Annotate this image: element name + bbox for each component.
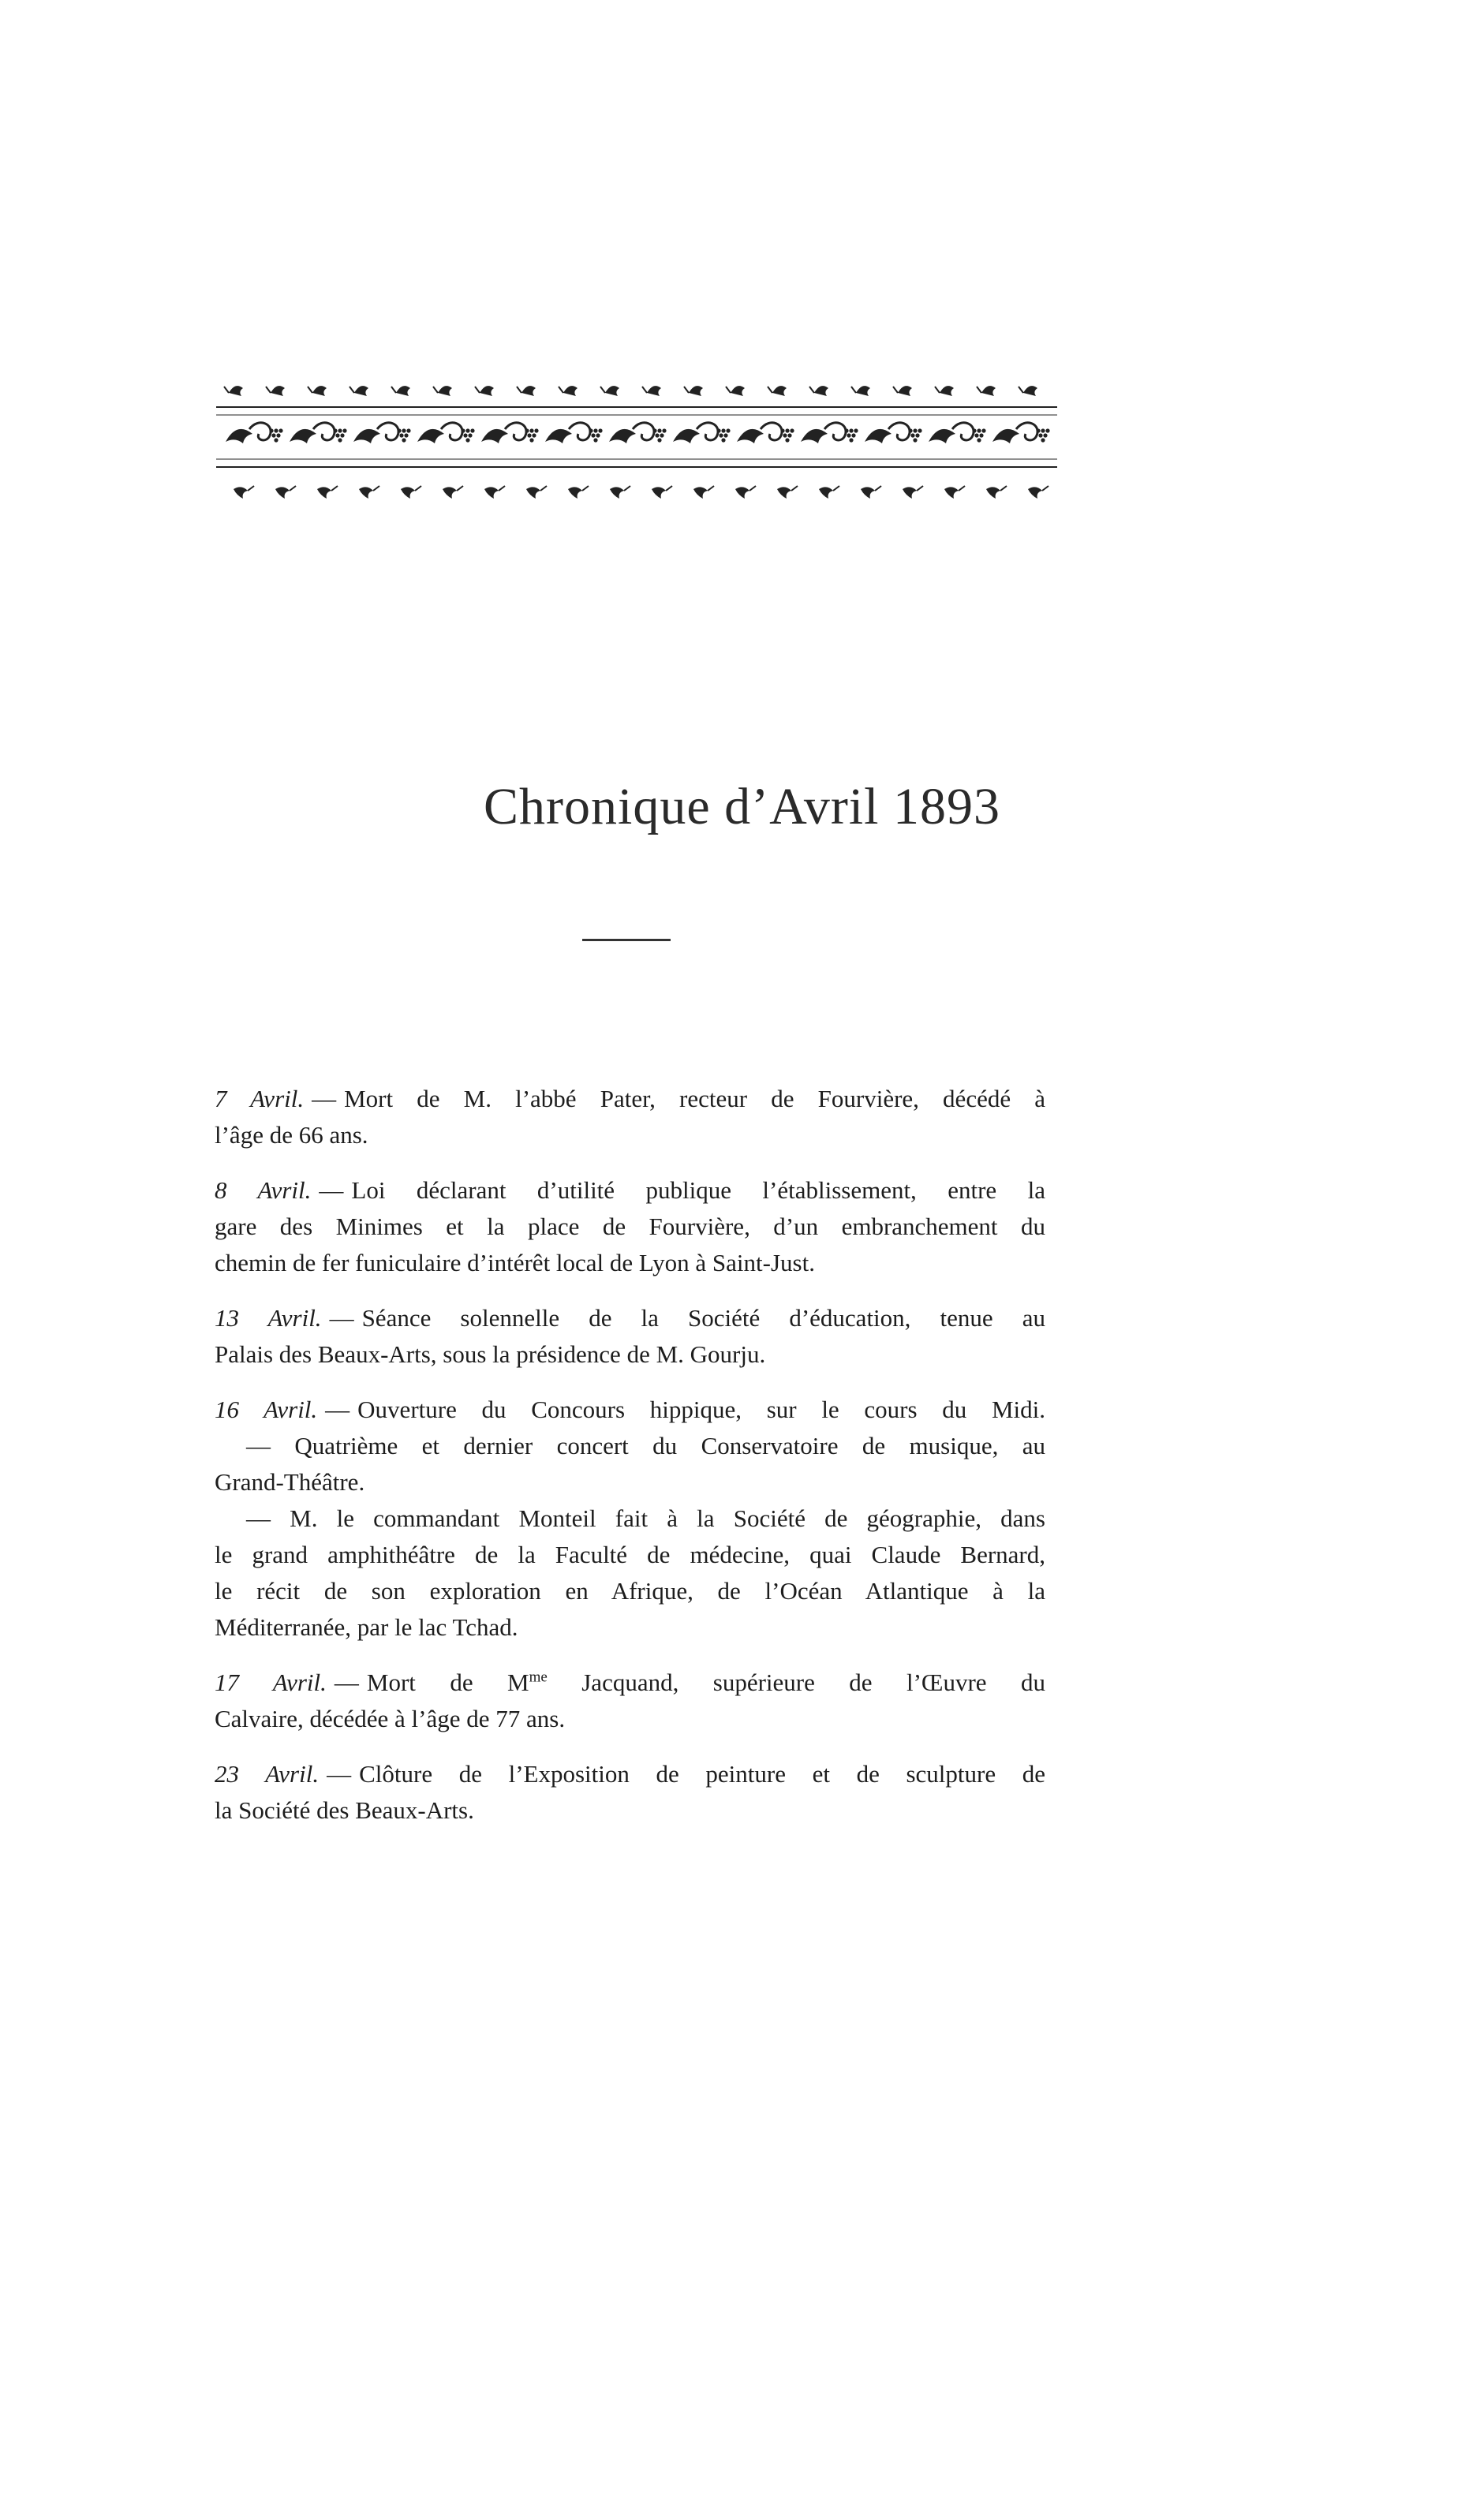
grape-icon <box>333 428 337 432</box>
grape-icon <box>655 433 659 437</box>
grape-icon <box>589 428 592 432</box>
leaf-sprig-icon <box>986 487 1000 499</box>
entry-text: Loi déclarant d’utilité publique l’établissement, entre la <box>351 1176 1045 1204</box>
grape-icon <box>276 433 280 437</box>
tendril-icon <box>1016 423 1037 440</box>
grape-icon <box>463 433 467 437</box>
leaf-sprig-icon <box>396 386 410 396</box>
vine-leaf-icon <box>801 429 828 443</box>
grape-icon <box>534 428 538 432</box>
grape-icon <box>721 428 725 432</box>
leaf-sprig-icon <box>735 487 749 499</box>
grape-icon <box>340 433 344 437</box>
grape-icon <box>342 428 346 432</box>
vine-leaf-icon <box>545 429 572 443</box>
vine-leaf-icon <box>865 429 892 443</box>
leaf-sprig-icon <box>944 487 959 499</box>
page-title: Chronique d’Avril 1893 <box>483 778 1001 835</box>
entry-text: le grand amphithéâtre de la Faculté de médecine, quai Claude Bernard, <box>215 1541 1045 1568</box>
tendril-icon <box>824 423 846 440</box>
tendril-icon <box>441 423 462 440</box>
grape-icon <box>780 428 784 432</box>
grape-icon <box>662 428 666 432</box>
vine-leaf-icon <box>673 429 700 443</box>
tendril-icon <box>888 423 910 440</box>
vine-leaf-icon <box>929 429 955 443</box>
grape-icon <box>402 438 406 442</box>
leaf-sprig-icon <box>856 386 870 396</box>
leaf-sprig-icon <box>652 487 666 499</box>
grape-icon <box>529 438 533 442</box>
em-dash: — <box>327 1760 352 1788</box>
grape-icon <box>278 428 282 432</box>
tendril-icon <box>313 423 335 440</box>
grape-icon <box>596 433 600 437</box>
grape-icon <box>1045 428 1049 432</box>
grape-icon <box>977 438 981 442</box>
grape-icon <box>465 438 469 442</box>
tendril-icon <box>761 423 782 440</box>
entry-text: Méditerranée, par le lac Tchad. <box>215 1613 518 1641</box>
entry-date: 23 Avril. <box>215 1760 320 1788</box>
grape-icon <box>593 438 597 442</box>
grape-icon <box>470 428 474 432</box>
tendril-icon <box>569 423 590 440</box>
grape-icon <box>532 433 536 437</box>
grape-icon <box>461 428 465 432</box>
grape-icon <box>918 428 921 432</box>
grape-icon <box>274 438 278 442</box>
grape-icon <box>397 428 401 432</box>
grape-icon <box>790 428 794 432</box>
grape-icon <box>1036 428 1040 432</box>
grape-icon <box>274 428 278 432</box>
grape-icon <box>849 428 853 432</box>
leaf-sprig-icon <box>610 487 624 499</box>
grape-icon <box>465 428 469 432</box>
grape-icon <box>657 428 661 432</box>
entry-text: Mort de M. l’abbé Pater, recteur de Fourvière, décédé à <box>344 1085 1045 1112</box>
grape-icon <box>399 433 403 437</box>
entry-8-avril <box>215 1172 1045 1281</box>
tendril-icon <box>633 423 654 440</box>
entry-text: Séance solennelle de la Société d’éducation, tenue au <box>361 1304 1045 1332</box>
em-dash: — <box>312 1085 337 1112</box>
vine-leaf-icon <box>226 429 252 443</box>
vine-leaf-icon <box>609 429 636 443</box>
grape-icon <box>660 433 664 437</box>
entry-text: Grand-Théâtre. <box>215 1468 365 1496</box>
leaf-sprig-icon <box>693 487 708 499</box>
leaf-sprig-icon <box>354 386 368 396</box>
leaf-sprig-icon <box>484 487 499 499</box>
entry-23-avril <box>215 1756 1045 1829</box>
grape-icon <box>977 428 981 432</box>
grape-icon <box>598 428 602 432</box>
em-dash: — <box>329 1304 354 1332</box>
leaf-sprig-icon <box>605 386 619 396</box>
superscript: me <box>529 1669 548 1686</box>
leaf-sprig-icon <box>731 386 745 396</box>
entry-text: Ouverture du Concours hippique, sur le cours du Midi. <box>357 1396 1045 1423</box>
entry-text: Clôture de l’Exposition de peinture et de sculpture de <box>359 1760 1045 1788</box>
grape-icon <box>972 428 976 432</box>
grape-icon <box>269 428 273 432</box>
grape-icon <box>847 433 850 437</box>
leaf-sprig-icon <box>898 386 912 396</box>
leaf-sprig-icon <box>234 487 248 499</box>
grape-icon <box>404 433 408 437</box>
grape-icon <box>915 433 919 437</box>
grape-icon <box>529 428 533 432</box>
grape-icon <box>783 433 787 437</box>
leaf-sprig-icon <box>526 487 540 499</box>
grape-icon <box>721 438 725 442</box>
vine-leaf-icon <box>353 429 380 443</box>
em-dash: — <box>334 1669 359 1696</box>
leaf-sprig-icon <box>229 386 243 396</box>
chronicle-entries <box>215 1081 1045 1848</box>
tendril-icon <box>952 423 974 440</box>
leaf-sprig-icon <box>647 386 661 396</box>
title-rule <box>582 939 671 941</box>
leaf-sprig-icon <box>903 487 917 499</box>
entry-text: Mort de M <box>366 1669 529 1696</box>
leaf-sprig-icon <box>814 386 828 396</box>
entry-date: 13 Avril. <box>215 1304 322 1332</box>
leaf-sprig-icon <box>312 386 327 396</box>
entry-text: Jacquand, supérieure de l’Œuvre du <box>547 1669 1045 1696</box>
grape-icon <box>913 428 917 432</box>
tendril-icon <box>697 423 718 440</box>
leaf-sprig-icon <box>401 487 415 499</box>
leaf-sprig-icon <box>563 386 578 396</box>
grape-icon <box>726 428 730 432</box>
entry-text: — M. le commandant Monteil fait à la Société de géographie, dans <box>246 1504 1045 1532</box>
grape-icon <box>591 433 595 437</box>
grape-icon <box>525 428 529 432</box>
leaf-sprig-icon <box>443 487 457 499</box>
grape-icon <box>1041 438 1045 442</box>
grape-icon <box>527 433 531 437</box>
grape-icon <box>854 428 858 432</box>
grape-icon <box>1041 428 1045 432</box>
leaf-sprig-icon <box>568 487 582 499</box>
leaf-sprig-icon <box>1023 386 1037 396</box>
entry-text: Palais des Beaux-Arts, sous la présidence de M. Gourju. <box>215 1340 766 1368</box>
tendril-icon <box>377 423 398 440</box>
entry-text: gare des Minimes et la place de Fourvière, d’un embranchement du <box>215 1213 1045 1240</box>
grape-icon <box>657 438 661 442</box>
entry-date: 7 Avril. <box>215 1085 305 1112</box>
grape-icon <box>1043 433 1047 437</box>
grape-icon <box>844 428 848 432</box>
grape-icon <box>716 428 720 432</box>
leaf-sprig-icon <box>1028 487 1042 499</box>
vine-leaf-icon <box>481 429 508 443</box>
leaf-sprig-icon <box>480 386 494 396</box>
vine-leaf-icon <box>290 429 316 443</box>
entry-date: 8 Avril. <box>215 1176 312 1204</box>
vine-leaf-icon <box>417 429 444 443</box>
grape-icon <box>723 433 727 437</box>
grape-icon <box>335 433 339 437</box>
em-dash: — <box>319 1176 344 1204</box>
grape-icon <box>652 428 656 432</box>
vine-leaf-icon <box>992 429 1019 443</box>
grape-icon <box>981 428 985 432</box>
entry-text: — Quatrième et dernier concert du Conservatoire de musique, au <box>246 1432 1045 1459</box>
grape-icon <box>719 433 723 437</box>
grape-icon <box>913 438 917 442</box>
entry-16-avril <box>215 1392 1045 1646</box>
leaf-sprig-icon <box>689 386 703 396</box>
entry-text: chemin de fer funiculaire d’intérêt local de Lyon à Saint-Just. <box>215 1249 815 1276</box>
entry-17-avril <box>215 1665 1045 1737</box>
grape-icon <box>785 428 789 432</box>
grape-icon <box>468 433 472 437</box>
entry-text: le récit de son exploration en Afrique, de l’Océan Atlantique à la <box>215 1577 1045 1605</box>
grape-icon <box>849 438 853 442</box>
em-dash: — <box>325 1396 350 1423</box>
leaf-sprig-icon <box>271 386 285 396</box>
grape-icon <box>406 428 410 432</box>
entry-date: 16 Avril. <box>215 1396 318 1423</box>
leaf-sprig-icon <box>777 487 791 499</box>
entry-text: l’âge de 66 ans. <box>215 1121 368 1149</box>
leaf-sprig-icon <box>521 386 536 396</box>
leaf-sprig-icon <box>981 386 996 396</box>
leaf-sprig-icon <box>772 386 787 396</box>
grape-icon <box>271 433 275 437</box>
grape-icon <box>338 438 342 442</box>
leaf-sprig-icon <box>359 487 373 499</box>
leaf-sprig-icon <box>275 487 290 499</box>
vine-leaf-icon <box>737 429 764 443</box>
grape-icon <box>787 433 791 437</box>
tendril-icon <box>505 423 526 440</box>
grape-icon <box>908 428 912 432</box>
entry-13-avril <box>215 1300 1045 1373</box>
entry-date: 17 Avril. <box>215 1669 327 1696</box>
leaf-sprig-icon <box>861 487 875 499</box>
grape-icon <box>402 428 406 432</box>
grape-icon <box>974 433 978 437</box>
grape-icon <box>910 433 914 437</box>
grape-icon <box>338 428 342 432</box>
entry-text: Calvaire, décédée à l’âge de 77 ans. <box>215 1705 566 1732</box>
leaf-sprig-icon <box>438 386 452 396</box>
entry-text: la Société des Beaux-Arts. <box>215 1796 474 1824</box>
leaf-sprig-icon <box>317 487 331 499</box>
grape-icon <box>851 433 855 437</box>
entry-7-avril <box>215 1081 1045 1153</box>
grape-icon <box>1038 433 1042 437</box>
tendril-icon <box>249 423 271 440</box>
grape-icon <box>593 428 597 432</box>
leaf-sprig-icon <box>819 487 833 499</box>
grape-icon <box>979 433 983 437</box>
decorative-headpiece <box>216 363 1057 529</box>
leaf-sprig-icon <box>940 386 954 396</box>
grape-icon <box>785 438 789 442</box>
